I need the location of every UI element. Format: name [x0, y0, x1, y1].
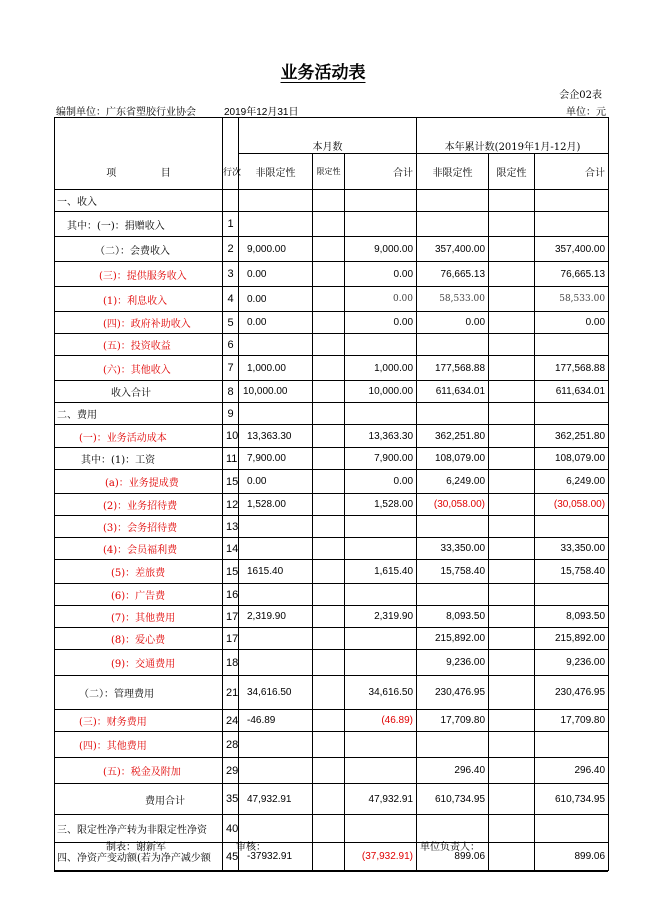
month-total-value	[345, 732, 417, 758]
bottom-rule	[54, 870, 608, 872]
row-line-number: 12	[223, 494, 239, 516]
ytd-unrestricted-value: 610,734.95	[417, 784, 489, 815]
month-unrestricted-value	[239, 650, 313, 676]
month-unrestricted-value: 13,363.30	[239, 425, 313, 448]
table-row	[55, 403, 609, 425]
month-restricted-value	[313, 560, 345, 584]
row-line-number: 17	[223, 606, 239, 628]
month-total-value: 9,000.00	[345, 237, 417, 262]
table-row	[55, 356, 609, 381]
ytd-unrestricted-value: 33,350.00	[417, 538, 489, 560]
row-label: (4)：会员福利费	[55, 538, 223, 560]
month-total-value: 2,319.90	[345, 606, 417, 628]
month-restricted-value	[313, 381, 345, 403]
ytd-restricted-value	[489, 516, 535, 538]
row-line-number: 16	[223, 584, 239, 606]
ytd-restricted-value	[489, 732, 535, 758]
month-total-value: 1,615.40	[345, 560, 417, 584]
row-label: (六)：其他收入	[55, 356, 223, 381]
ytd-unrestricted-value: 8,093.50	[417, 606, 489, 628]
month-total-value: 0.00	[345, 262, 417, 287]
ytd-restricted-value	[489, 356, 535, 381]
ytd-total-value	[535, 212, 609, 237]
table-row	[55, 538, 609, 560]
month-total-value: 1,000.00	[345, 356, 417, 381]
row-line-number: 21	[223, 676, 239, 710]
month-restricted-value	[313, 470, 345, 494]
ytd-unrestricted-value: 296.40	[417, 758, 489, 784]
ytd-total-value	[535, 403, 609, 425]
month-total-value: 47,932.91	[345, 784, 417, 815]
table-row	[55, 470, 609, 494]
month-unrestricted-value: 1615.40	[239, 560, 313, 584]
month-total-value: 1,528.00	[345, 494, 417, 516]
month-unrestricted-value: 0.00	[239, 287, 313, 312]
month-unrestricted-header: 非限定性	[239, 154, 313, 190]
ytd-total-value: 17,709.80	[535, 710, 609, 732]
ytd-unrestricted-value: 9,236.00	[417, 650, 489, 676]
ytd-restricted-value	[489, 312, 535, 334]
ytd-restricted-value	[489, 650, 535, 676]
month-unrestricted-value	[239, 758, 313, 784]
table-row	[55, 606, 609, 628]
row-label: (四)：其他费用	[55, 732, 223, 758]
ytd-total-value	[535, 334, 609, 356]
month-total-value	[345, 538, 417, 560]
row-label: 三、限定性净产转为非限定性净资	[55, 815, 223, 843]
month-unrestricted-value	[239, 516, 313, 538]
ytd-unrestricted-value	[417, 732, 489, 758]
ytd-restricted-value	[489, 403, 535, 425]
month-restricted-value	[313, 538, 345, 560]
month-unrestricted-value	[239, 538, 313, 560]
organization-label: 编制单位：广东省塑胶行业协会	[56, 107, 196, 118]
table-row	[55, 758, 609, 784]
ytd-total-value: 610,734.95	[535, 784, 609, 815]
month-total-value: 0.00	[345, 470, 417, 494]
month-restricted-value	[313, 448, 345, 470]
month-unrestricted-value	[239, 584, 313, 606]
ytd-restricted-value	[489, 448, 535, 470]
row-line-number: 18	[223, 650, 239, 676]
month-restricted-value	[313, 190, 345, 212]
month-unrestricted-value: 0.00	[239, 312, 313, 334]
month-total-value	[345, 650, 417, 676]
ytd-unrestricted-value: 76,665.13	[417, 262, 489, 287]
row-label: (3)：会务招待费	[55, 516, 223, 538]
ytd-total-value: 611,634.01	[535, 381, 609, 403]
ytd-unrestricted-value: 357,400.00	[417, 237, 489, 262]
ytd-total-header: 合计	[535, 154, 609, 190]
month-restricted-header: 限定性	[313, 154, 345, 190]
ytd-unrestricted-value	[417, 403, 489, 425]
month-restricted-value	[313, 676, 345, 710]
ytd-unrestricted-value: 611,634.01	[417, 381, 489, 403]
table-row	[55, 262, 609, 287]
month-restricted-value	[313, 815, 345, 843]
month-total-value	[345, 758, 417, 784]
row-label: 其中：(一)：捐赠收入	[55, 212, 223, 237]
month-unrestricted-value	[239, 403, 313, 425]
row-label: (a)：业务提成费	[55, 470, 223, 494]
ytd-total-value: (30,058.00)	[535, 494, 609, 516]
table-row	[55, 650, 609, 676]
month-restricted-value	[313, 584, 345, 606]
month-restricted-value	[313, 516, 345, 538]
row-label: 其中：(1)：工资	[55, 448, 223, 470]
ytd-restricted-value	[489, 758, 535, 784]
row-line-number: 35	[223, 784, 239, 815]
row-line-number: 15	[223, 560, 239, 584]
table-row	[55, 628, 609, 650]
row-line-number	[223, 190, 239, 212]
ytd-total-value: 9,236.00	[535, 650, 609, 676]
ytd-total-value: 8,093.50	[535, 606, 609, 628]
ytd-total-value: 76,665.13	[535, 262, 609, 287]
month-restricted-value	[313, 732, 345, 758]
ytd-restricted-value	[489, 494, 535, 516]
ytd-unrestricted-value: 58,533.00	[417, 287, 489, 312]
month-restricted-value	[313, 237, 345, 262]
month-restricted-value	[313, 287, 345, 312]
month-total-header: 合计	[345, 154, 417, 190]
ytd-unrestricted-value: 6,249.00	[417, 470, 489, 494]
table-row	[55, 710, 609, 732]
ytd-unrestricted-value: 215,892.00	[417, 628, 489, 650]
month-unrestricted-value: 10,000.00	[239, 381, 313, 403]
table-row	[55, 212, 609, 237]
table-row	[55, 584, 609, 606]
row-label: (6)：广告费	[55, 584, 223, 606]
row-line-number: 1	[223, 212, 239, 237]
row-line-number: 3	[223, 262, 239, 287]
row-label: (8)：爱心费	[55, 628, 223, 650]
ytd-unrestricted-value: 15,758.40	[417, 560, 489, 584]
ytd-total-value: 15,758.40	[535, 560, 609, 584]
row-line-number: 15	[223, 470, 239, 494]
ytd-restricted-value	[489, 676, 535, 710]
ytd-restricted-header: 限定性	[489, 154, 535, 190]
month-unrestricted-value: -37932.91	[239, 843, 313, 871]
month-unrestricted-value	[239, 212, 313, 237]
ytd-unrestricted-value	[417, 584, 489, 606]
table-row	[55, 237, 609, 262]
month-total-value	[345, 403, 417, 425]
month-total-value: 7,900.00	[345, 448, 417, 470]
ytd-unrestricted-value	[417, 516, 489, 538]
ytd-restricted-value	[489, 212, 535, 237]
ytd-restricted-value	[489, 425, 535, 448]
table-row	[55, 784, 609, 815]
row-label: 收入合计	[55, 381, 223, 403]
item-header: 项 目	[55, 154, 223, 190]
ytd-restricted-value	[489, 538, 535, 560]
month-total-value	[345, 628, 417, 650]
row-line-number: 8	[223, 381, 239, 403]
row-line-number: 7	[223, 356, 239, 381]
ytd-restricted-value	[489, 606, 535, 628]
ytd-total-value: 215,892.00	[535, 628, 609, 650]
month-unrestricted-value: 0.00	[239, 262, 313, 287]
month-restricted-value	[313, 758, 345, 784]
month-restricted-value	[313, 710, 345, 732]
ytd-unrestricted-value: 17,709.80	[417, 710, 489, 732]
row-line-number: 11	[223, 448, 239, 470]
month-unrestricted-value: 34,616.50	[239, 676, 313, 710]
row-line-number: 6	[223, 334, 239, 356]
row-line-number: 40	[223, 815, 239, 843]
form-number: 会企02表	[559, 90, 602, 101]
row-line-number: 28	[223, 732, 239, 758]
row-label: (一)：业务活动成本	[55, 425, 223, 448]
month-restricted-value	[313, 650, 345, 676]
ytd-total-value: 362,251.80	[535, 425, 609, 448]
table-row	[55, 312, 609, 334]
ytd-total-value: 58,533.00	[535, 287, 609, 312]
month-total-value	[345, 584, 417, 606]
row-line-number: 10	[223, 425, 239, 448]
month-restricted-value	[313, 334, 345, 356]
row-label: (7)：其他费用	[55, 606, 223, 628]
table-row	[55, 334, 609, 356]
ytd-total-value	[535, 584, 609, 606]
ytd-unrestricted-value: (30,058.00)	[417, 494, 489, 516]
month-total-value	[345, 334, 417, 356]
preparer-label: 制表：谢新军	[106, 842, 166, 853]
ytd-total-value: 899.06	[535, 843, 609, 871]
ytd-restricted-value	[489, 334, 535, 356]
row-label: 一、收入	[55, 190, 223, 212]
month-total-value: (46.89)	[345, 710, 417, 732]
row-label: (五)：投资收益	[55, 334, 223, 356]
row-label: （二）：会费收入	[55, 237, 223, 262]
ytd-unrestricted-value	[417, 212, 489, 237]
table-row	[55, 381, 609, 403]
month-restricted-value	[313, 843, 345, 871]
row-line-number: 5	[223, 312, 239, 334]
month-unrestricted-value	[239, 190, 313, 212]
table-row	[55, 287, 609, 312]
row-label: (9)：交通费用	[55, 650, 223, 676]
report-date: 2019年12月31日	[224, 107, 299, 118]
month-total-value	[345, 516, 417, 538]
month-restricted-value	[313, 784, 345, 815]
ytd-unrestricted-value: 362,251.80	[417, 425, 489, 448]
ytd-unrestricted-value: 108,079.00	[417, 448, 489, 470]
month-total-value: 0.00	[345, 287, 417, 312]
row-line-number: 2	[223, 237, 239, 262]
row-line-number: 13	[223, 516, 239, 538]
ytd-unrestricted-value	[417, 190, 489, 212]
table-row	[55, 425, 609, 448]
ytd-total-value	[535, 732, 609, 758]
table-row	[55, 732, 609, 758]
month-unrestricted-value: 0.00	[239, 470, 313, 494]
month-restricted-value	[313, 628, 345, 650]
month-unrestricted-value: 47,932.91	[239, 784, 313, 815]
report-title: 业务活动表	[280, 63, 366, 83]
row-line-number: 29	[223, 758, 239, 784]
ytd-total-value	[535, 815, 609, 843]
ytd-unrestricted-value: 230,476.95	[417, 676, 489, 710]
ytd-total-value: 230,476.95	[535, 676, 609, 710]
table-row	[55, 190, 609, 212]
month-unrestricted-value: 9,000.00	[239, 237, 313, 262]
row-label: (1)：利息收入	[55, 287, 223, 312]
month-unrestricted-value: 1,528.00	[239, 494, 313, 516]
ytd-total-value: 33,350.00	[535, 538, 609, 560]
month-unrestricted-value	[239, 732, 313, 758]
line-header: 行次	[223, 154, 239, 190]
row-label: (四)：政府补助收入	[55, 312, 223, 334]
month-restricted-value	[313, 262, 345, 287]
table-row	[55, 494, 609, 516]
ytd-restricted-value	[489, 560, 535, 584]
ytd-unrestricted-value: 899.06	[417, 843, 489, 871]
table-row	[55, 516, 609, 538]
month-total-value: 34,616.50	[345, 676, 417, 710]
ytd-total-value: 108,079.00	[535, 448, 609, 470]
ytd-restricted-value	[489, 843, 535, 871]
table-row	[55, 560, 609, 584]
row-line-number: 9	[223, 403, 239, 425]
month-unrestricted-value	[239, 334, 313, 356]
ytd-restricted-value	[489, 381, 535, 403]
row-label: (五)：税金及附加	[55, 758, 223, 784]
ytd-restricted-value	[489, 237, 535, 262]
row-line-number: 17	[223, 628, 239, 650]
month-total-value: 10,000.00	[345, 381, 417, 403]
current-month-header: 本月数	[239, 118, 417, 154]
month-unrestricted-value	[239, 628, 313, 650]
ytd-unrestricted-value: 0.00	[417, 312, 489, 334]
ytd-total-value: 357,400.00	[535, 237, 609, 262]
activity-table	[54, 117, 609, 871]
row-label: (5)：差旅费	[55, 560, 223, 584]
ytd-restricted-value	[489, 262, 535, 287]
month-restricted-value	[313, 403, 345, 425]
row-line-number: 24	[223, 710, 239, 732]
ytd-unrestricted-value	[417, 334, 489, 356]
ytd-total-value	[535, 190, 609, 212]
month-total-value	[345, 212, 417, 237]
month-unrestricted-value: 1,000.00	[239, 356, 313, 381]
ytd-restricted-value	[489, 470, 535, 494]
ytd-restricted-value	[489, 287, 535, 312]
ytd-total-value: 0.00	[535, 312, 609, 334]
row-line-number: 14	[223, 538, 239, 560]
ytd-restricted-value	[489, 584, 535, 606]
month-total-value: 13,363.30	[345, 425, 417, 448]
month-restricted-value	[313, 606, 345, 628]
row-line-number: 45	[223, 843, 239, 871]
row-label: 四、净资产变动额(若为净产减少额	[55, 843, 223, 871]
ytd-total-value: 296.40	[535, 758, 609, 784]
table-row	[55, 676, 609, 710]
ytd-total-value: 177,568.88	[535, 356, 609, 381]
month-restricted-value	[313, 212, 345, 237]
reviewer-label: 审核：	[236, 842, 266, 853]
ytd-header: 本年累计数(2019年1月-12月)	[417, 118, 609, 154]
row-line-number: 4	[223, 287, 239, 312]
unit-label: 单位：元	[566, 107, 606, 118]
row-label: （二）：管理费用	[55, 676, 223, 710]
month-total-value: (37,932.91)	[345, 843, 417, 871]
month-restricted-value	[313, 425, 345, 448]
month-unrestricted-value: -46.89	[239, 710, 313, 732]
month-total-value	[345, 190, 417, 212]
month-total-value	[345, 815, 417, 843]
ytd-restricted-value	[489, 190, 535, 212]
month-unrestricted-value: 2,319.90	[239, 606, 313, 628]
ytd-total-value: 6,249.00	[535, 470, 609, 494]
month-restricted-value	[313, 312, 345, 334]
month-total-value: 0.00	[345, 312, 417, 334]
month-unrestricted-value: 7,900.00	[239, 448, 313, 470]
ytd-unrestricted-header: 非限定性	[417, 154, 489, 190]
row-label: 二、费用	[55, 403, 223, 425]
month-restricted-value	[313, 356, 345, 381]
head-label: 单位负责人：	[420, 842, 480, 853]
ytd-restricted-value	[489, 628, 535, 650]
ytd-restricted-value	[489, 710, 535, 732]
month-restricted-value	[313, 494, 345, 516]
row-label: (三)：财务费用	[55, 710, 223, 732]
ytd-total-value	[535, 516, 609, 538]
row-label: (三)：提供服务收入	[55, 262, 223, 287]
ytd-restricted-value	[489, 784, 535, 815]
row-label: 费用合计	[55, 784, 223, 815]
ytd-unrestricted-value: 177,568.88	[417, 356, 489, 381]
table-row	[55, 448, 609, 470]
row-label: (2)：业务招待费	[55, 494, 223, 516]
ytd-restricted-value	[489, 815, 535, 843]
